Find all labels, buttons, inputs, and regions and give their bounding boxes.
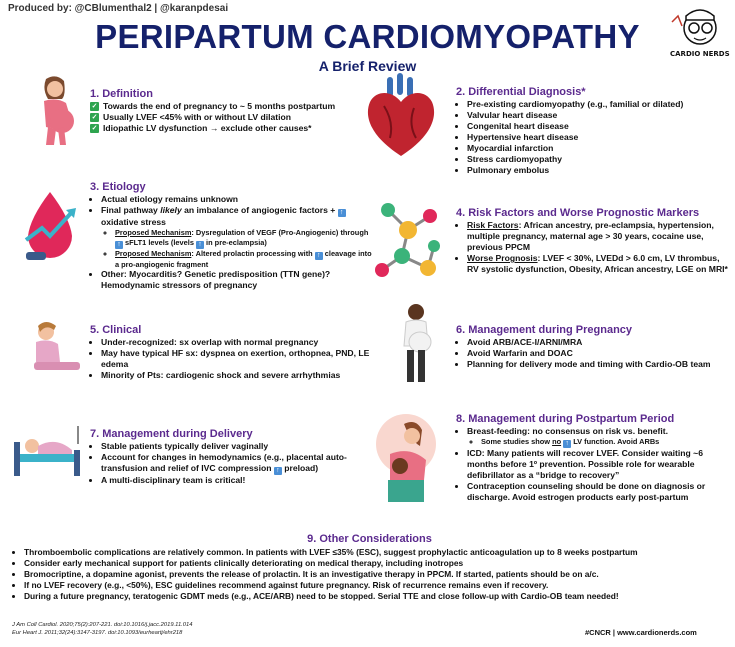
svg-text:CARDIO NERDS: CARDIO NERDS xyxy=(670,50,730,58)
list-item: ◦ Proposed Mechanism: Altered prolactin processing with ↑ cleavage into a pro-angiogenic fragment xyxy=(115,249,372,270)
hospital-bed-illustration xyxy=(12,424,86,485)
section-definition xyxy=(90,88,370,134)
list-item: • ICD: Many patients will recover LVEF. Consider waiting ~6 months before 1º prevention. Possible role for wearable defibrillator as a “bridge to recovery” xyxy=(467,448,731,481)
credit-line: Produced by: @CBlumenthal2 | @karanpdesai xyxy=(8,3,229,14)
list-item: • Pre-existing cardiomyopathy (e.g., familial or dilated) xyxy=(467,99,731,110)
list-item: • Avoid ARB/ACE-I/ARNI/MRA xyxy=(467,337,728,348)
list-item: • A multi-disciplinary team is critical! xyxy=(101,475,370,486)
list-item: • Thromboembolic complications are relatively common. In patients with LVEF ≤35% (ESC), suggest prophylactic anticoagulation up to 8 weeks postpartum xyxy=(24,547,727,558)
references xyxy=(12,622,192,637)
list-item: • Other: Myocarditis? Genetic predisposition (TTN gene)? Hemodynamic stressors of pregnancy xyxy=(101,269,372,291)
section-heading: 2. Differential Diagnosis* xyxy=(456,86,586,98)
list-item: • Myocardial infarction xyxy=(467,143,731,154)
section-management-pregnancy xyxy=(456,324,728,370)
cardionerds-logo xyxy=(664,2,732,62)
section-etiology xyxy=(90,181,372,291)
list-item: • Planning for delivery mode and timing with Cardio-OB team xyxy=(467,359,728,370)
up-arrow-icon: ↑ xyxy=(563,440,571,448)
section-heading: 7. Management during Delivery xyxy=(90,428,253,440)
heart-illustration xyxy=(360,72,442,165)
list-item: • Avoid Warfarin and DOAC xyxy=(467,348,728,359)
list-item: • Congenital heart disease xyxy=(467,121,731,132)
reference-item: J Am Coll Cardiol. 2020;75(2):207-221. doi:10.1016/j.jacc.2019.11.014 xyxy=(12,622,193,628)
list-item: • Under-recognized: sx overlap with normal pregnancy xyxy=(101,337,370,348)
section-heading: 9. Other Considerations xyxy=(307,533,432,545)
list-item: • If no LVEF recovery (e.g., <50%), ESC guidelines recommend against future pregnancy. Risk of recurrence remains even if recovery. xyxy=(24,580,727,591)
list-item: ✓ Idiopathic LV dysfunction → exclude other causes* xyxy=(91,123,312,133)
molecule-illustration xyxy=(368,190,448,295)
list-item: • Contraception counseling should be done on diagnosis or discharge. Avoid estrogen products early post-partum xyxy=(467,481,731,503)
list-item: ✓ Usually LVEF <45% with or without LV dilation xyxy=(91,112,292,122)
section-management-delivery xyxy=(90,428,370,486)
list-item: ◦ Some studies show no ↑ LV function. Avoid ARBs xyxy=(481,437,731,448)
up-arrow-icon: ↑ xyxy=(115,241,123,249)
section-heading: 8. Management during Postpartum Period xyxy=(456,413,675,425)
footer-link[interactable]: #CNCR | www.cardionerds.com xyxy=(585,628,697,637)
list-item: • Minority of Pts: cardiogenic shock and severe arrhythmias xyxy=(101,370,370,381)
up-arrow-icon: ↑ xyxy=(274,467,282,475)
section-heading: 1. Definition xyxy=(90,88,153,100)
list-item: • During a future pregnancy, teratogenic GDMT meds (e.g., ACE/ARB) need to be stopped. Serial TTE and close follow-up with Cardio-OB team needed! xyxy=(24,591,727,602)
section-differential xyxy=(456,86,731,176)
section-clinical xyxy=(90,324,370,381)
page-title: PERIPARTUM CARDIOMYOPATHY xyxy=(95,18,640,55)
section-heading: 4. Risk Factors and Worse Prognostic Markers xyxy=(456,207,700,219)
list-item: ✓ Towards the end of pregnancy to ~ 5 months postpartum xyxy=(91,101,336,111)
list-item: • Actual etiology remains unknown xyxy=(101,194,372,205)
up-arrow-icon: ↑ xyxy=(196,241,204,249)
up-arrow-icon: ↑ xyxy=(338,209,346,217)
list-item: • Account for changes in hemodynamics (e.g., placental auto-transfusion and relief of IVC compression ↑ preload) xyxy=(101,452,370,475)
check-icon: ✓ xyxy=(91,125,98,132)
sitting-woman-illustration xyxy=(26,318,86,379)
list-item: • Stress cardiomyopathy xyxy=(467,154,731,165)
section-heading: 6. Management during Pregnancy xyxy=(456,324,633,336)
list-item: • Hypertensive heart disease xyxy=(467,132,731,143)
breastfeeding-illustration xyxy=(370,410,442,511)
pregnant-woman-illustration xyxy=(32,75,80,152)
list-item: • May have typical HF sx: dyspnea on exertion, orthopnea, PND, LE edema xyxy=(101,348,370,370)
check-icon: ✓ xyxy=(91,103,98,110)
list-item: • Final pathway likely an imbalance of angiogenic factors + ↑ oxidative stress ◦ Proposed Mechanism: Dysregulation of VEGF (Pro-Angiogenic) through ↑ sFLT1 levels (levels ↑ in pre-eclampsia) ◦ Proposed Mechanism: Altered prolactin processing with ↑ cleavage into a pro-angiogenic fragment xyxy=(101,205,372,269)
blood-drop-illustration xyxy=(20,188,90,273)
reference-item: Eur Heart J. 2011;32(24):3147-3197. doi:10.1093/eurheartj/ehr218 xyxy=(12,629,183,636)
list-item: • Pulmonary embolus xyxy=(467,165,731,176)
section-other-considerations xyxy=(12,533,727,602)
check-icon: ✓ xyxy=(91,114,98,121)
list-item: • Bromocriptine, a dopamine agonist, prevents the release of prolactin. It is an investigative therapy in PPCM. If started, patients should be on a/c. xyxy=(24,569,727,580)
list-item: ◦ Proposed Mechanism: Dysregulation of VEGF (Pro-Angiogenic) through ↑ sFLT1 levels (levels ↑ in pre-eclampsia) xyxy=(115,228,372,249)
up-arrow-icon: ↑ xyxy=(315,252,323,260)
list-item: • Valvular heart disease xyxy=(467,110,731,121)
section-management-postpartum xyxy=(456,413,731,503)
list-item: • Worse Prognosis: LVEF < 30%, LVEDd > 6.0 cm, LV thrombus, RV systolic dysfunction, Obesity, African ancestry, LGE on MRI* xyxy=(467,253,728,275)
list-item: • Consider early mechanical support for patients clinically deteriorating on medical therapy, including inotropes xyxy=(24,558,727,569)
section-risk-factors xyxy=(456,207,728,275)
list-item: • Stable patients typically deliver vaginally xyxy=(101,441,370,452)
section-heading: 5. Clinical xyxy=(90,324,142,336)
page-subtitle: A Brief Review xyxy=(318,58,417,74)
list-item: • Risk Factors: African ancestry, pre-eclampsia, hypertension, multiple pregnancy, maternal age > 30 years, cocaine use, previous PPCM xyxy=(467,220,728,253)
section-heading: 3. Etiology xyxy=(90,181,146,193)
list-item: • Breast-feeding: no consensus on risk vs. benefit. ◦ Some studies show no ↑ LV function. Avoid ARBs xyxy=(467,426,731,448)
pregnant-woman-dark-illustration xyxy=(396,302,436,389)
